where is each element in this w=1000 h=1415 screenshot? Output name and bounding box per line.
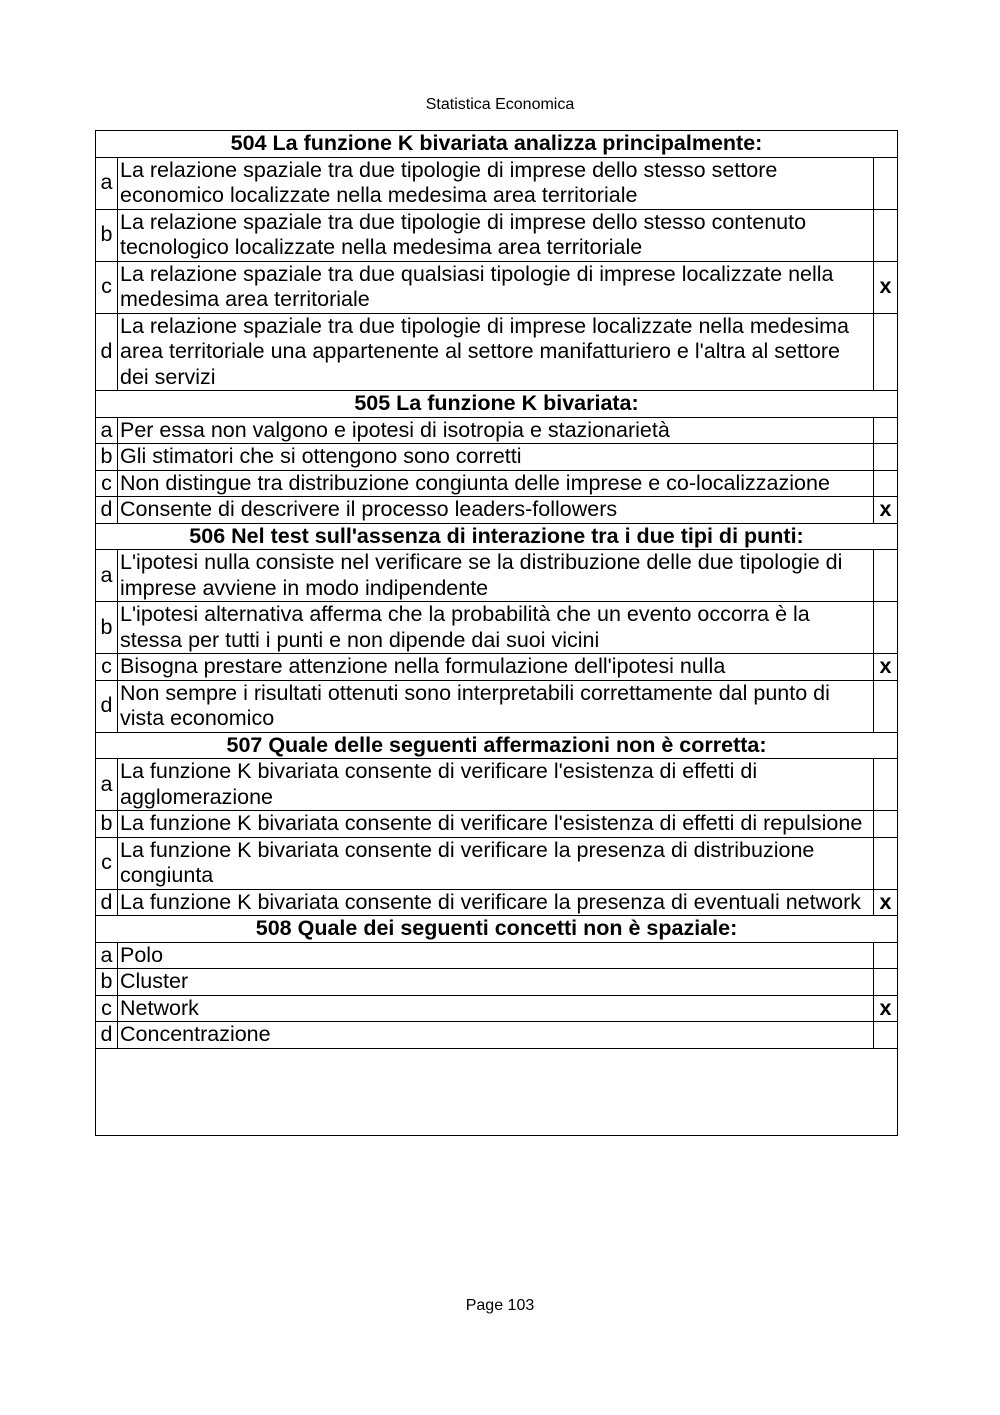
answer-row — [96, 759, 898, 811]
answer-text: Consente di descrivere il processo leaders-followers — [118, 497, 874, 524]
answer-letter: b — [96, 602, 118, 654]
answer-row — [96, 942, 898, 969]
page-header: Statistica Economica — [425, 96, 575, 113]
answer-letter: c — [96, 261, 118, 313]
answer-text: La funzione K bivariata consente di verificare l'esistenza di effetti di repulsione — [118, 811, 874, 838]
answer-letter: c — [96, 470, 118, 497]
question-row — [96, 391, 898, 418]
correct-answer-mark: x — [874, 995, 898, 1022]
answer-letter: b — [96, 209, 118, 261]
answer-row — [96, 837, 898, 889]
question-title: 504 La funzione K bivariata analizza principalmente: — [96, 131, 898, 158]
question-row — [96, 523, 898, 550]
correct-answer-mark — [874, 209, 898, 261]
correct-answer-mark — [874, 313, 898, 391]
answer-letter: b — [96, 811, 118, 838]
correct-answer-mark — [874, 444, 898, 471]
answer-text: Polo — [118, 942, 874, 969]
answer-letter: d — [96, 680, 118, 732]
answer-row — [96, 209, 898, 261]
correct-answer-mark — [874, 550, 898, 602]
answer-text: La funzione K bivariata consente di verificare l'esistenza di effetti di agglomerazione — [118, 759, 874, 811]
correct-answer-mark: x — [874, 889, 898, 916]
answer-row — [96, 995, 898, 1022]
answer-text: Gli stimatori che si ottengono sono corretti — [118, 444, 874, 471]
correct-answer-mark — [874, 602, 898, 654]
question-title: 508 Quale dei seguenti concetti non è spaziale: — [96, 916, 898, 943]
answer-letter: c — [96, 654, 118, 681]
quiz-table — [95, 130, 898, 1136]
question-row — [96, 916, 898, 943]
answer-text: Non distingue tra distribuzione congiunta delle imprese e co-localizzazione — [118, 470, 874, 497]
blank-cell — [96, 1048, 898, 1135]
answer-row — [96, 1022, 898, 1049]
question-title: 506 Nel test sull'assenza di interazione tra i due tipi di punti: — [96, 523, 898, 550]
answer-row — [96, 889, 898, 916]
answer-text: La funzione K bivariata consente di verificare la presenza di eventuali network — [118, 889, 874, 916]
answer-letter: b — [96, 444, 118, 471]
blank-row — [96, 1048, 898, 1135]
correct-answer-mark: x — [874, 497, 898, 524]
correct-answer-mark — [874, 942, 898, 969]
quiz-body — [96, 131, 898, 1136]
answer-row — [96, 654, 898, 681]
correct-answer-mark: x — [874, 261, 898, 313]
answer-text: L'ipotesi alternativa afferma che la probabilità che un evento occorra è la stessa per tutti i punti e non dipende dai suoi vicini — [118, 602, 874, 654]
answer-row — [96, 261, 898, 313]
correct-answer-mark: x — [874, 654, 898, 681]
correct-answer-mark — [874, 1022, 898, 1049]
answer-text: Bisogna prestare attenzione nella formulazione dell'ipotesi nulla — [118, 654, 874, 681]
answer-letter: a — [96, 942, 118, 969]
answer-text: La funzione K bivariata consente di verificare la presenza di distribuzione congiunta — [118, 837, 874, 889]
answer-text: La relazione spaziale tra due tipologie di imprese localizzate nella medesima area territoriale una appartenente al settore manifatturiero e l'altra al settore dei servizi — [118, 313, 874, 391]
answer-row — [96, 550, 898, 602]
answer-row — [96, 811, 898, 838]
correct-answer-mark — [874, 417, 898, 444]
answer-letter: d — [96, 497, 118, 524]
answer-letter: a — [96, 759, 118, 811]
answer-row — [96, 313, 898, 391]
question-title: 507 Quale delle seguenti affermazioni non è corretta: — [96, 732, 898, 759]
answer-text: Concentrazione — [118, 1022, 874, 1049]
answer-letter: a — [96, 550, 118, 602]
answer-row — [96, 444, 898, 471]
correct-answer-mark — [874, 811, 898, 838]
correct-answer-mark — [874, 759, 898, 811]
correct-answer-mark — [874, 837, 898, 889]
answer-letter: c — [96, 837, 118, 889]
answer-row — [96, 470, 898, 497]
answer-letter: d — [96, 313, 118, 391]
answer-row — [96, 969, 898, 996]
answer-row — [96, 602, 898, 654]
answer-text: La relazione spaziale tra due tipologie di imprese dello stesso contenuto tecnologico localizzate nella medesima area territoriale — [118, 209, 874, 261]
correct-answer-mark — [874, 157, 898, 209]
correct-answer-mark — [874, 470, 898, 497]
answer-letter: a — [96, 417, 118, 444]
answer-text: Non sempre i risultati ottenuti sono interpretabili correttamente dal punto di vista economico — [118, 680, 874, 732]
answer-letter: d — [96, 889, 118, 916]
page-number: Page 103 — [465, 1297, 535, 1314]
correct-answer-mark — [874, 680, 898, 732]
answer-text: La relazione spaziale tra due tipologie di imprese dello stesso settore economico localizzate nella medesima area territoriale — [118, 157, 874, 209]
answer-text: L'ipotesi nulla consiste nel verificare se la distribuzione delle due tipologie di imprese avviene in modo indipendente — [118, 550, 874, 602]
answer-row — [96, 417, 898, 444]
correct-answer-mark — [874, 969, 898, 996]
answer-row — [96, 497, 898, 524]
answer-letter: b — [96, 969, 118, 996]
answer-letter: c — [96, 995, 118, 1022]
question-title: 505 La funzione K bivariata: — [96, 391, 898, 418]
answer-row — [96, 157, 898, 209]
answer-text: Cluster — [118, 969, 874, 996]
answer-text: Network — [118, 995, 874, 1022]
answer-text: Per essa non valgono e ipotesi di isotropia e stazionarietà — [118, 417, 874, 444]
question-row — [96, 131, 898, 158]
answer-row — [96, 680, 898, 732]
answer-text: La relazione spaziale tra due qualsiasi tipologie di imprese localizzate nella medesima area territoriale — [118, 261, 874, 313]
answer-letter: d — [96, 1022, 118, 1049]
answer-letter: a — [96, 157, 118, 209]
question-row — [96, 732, 898, 759]
